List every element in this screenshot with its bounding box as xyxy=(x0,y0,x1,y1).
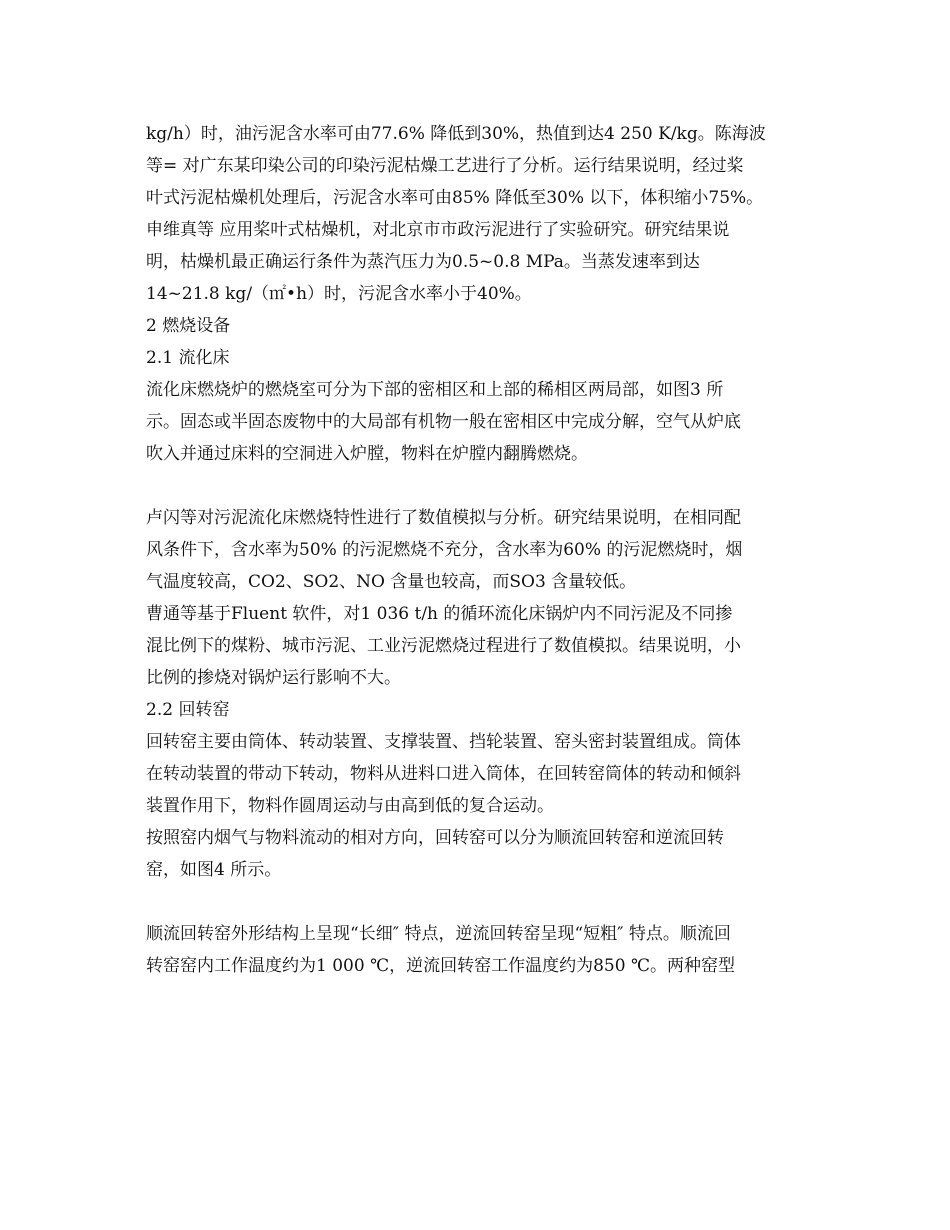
document-body xyxy=(146,118,811,982)
text-line: 回转窑主要由筒体、转动装置、支撑装置、挡轮装置、窑头密封装置组成。筒体 xyxy=(146,732,741,752)
subsection-heading: 2.1 流化床 xyxy=(146,348,230,368)
text-line: 风条件下，含水率为50% 的污泥燃烧不充分，含水率为60% 的污泥燃烧时，烟 xyxy=(146,540,743,560)
text-line: 流化床燃烧炉的燃烧室可分为下部的密相区和上部的稀相区两局部，如图3 所 xyxy=(146,380,724,400)
text-line: 窑，如图4 所示。 xyxy=(146,860,282,880)
text-line: 气温度较高，CO2、SO2、NO 含量也较高，而SO3 含量较低。 xyxy=(146,572,637,592)
text-line: 卢闪等对污泥流化床燃烧特性进行了数值模拟与分析。研究结果说明，在相同配 xyxy=(146,508,741,528)
text-line: 示。固态或半固态废物中的大局部有机物一般在密相区中完成分解，空气从炉底 xyxy=(146,412,741,432)
text-line: 比例的掺烧对锅炉运行影响不大。 xyxy=(146,668,401,688)
section-heading: 2 燃烧设备 xyxy=(146,316,231,336)
blank-line xyxy=(146,886,811,918)
text-line: 14~21.8 kg/（㎡•h）时，污泥含水率小于40%。 xyxy=(146,284,532,304)
text-line: 装置作用下，物料作圆周运动与由高到低的复合运动。 xyxy=(146,796,554,816)
text-line: 叶式污泥枯燥机处理后，污泥含水率可由85% 降低至30% 以下，体积缩小75%。 xyxy=(146,188,764,208)
text-line: 顺流回转窑外形结构上呈现“长细″ 特点，逆流回转窑呈现“短粗″ 特点。顺流回 xyxy=(146,924,731,944)
subsection-heading: 2.2 回转窑 xyxy=(146,700,230,720)
text-line: 混比例下的煤粉、城市污泥、工业污泥燃烧过程进行了数值模拟。结果说明，小 xyxy=(146,636,741,656)
text-line: 等= 对广东某印染公司的印染污泥枯燥工艺进行了分析。运行结果说明，经过桨 xyxy=(146,156,744,176)
text-line: 转窑窑内工作温度约为1 000 ℃，逆流回转窑工作温度约为850 ℃。两种窑型 xyxy=(146,956,735,976)
blank-line xyxy=(146,470,811,502)
text-line: 曹通等基于Fluent 软件，对1 036 t/h 的循环流化床锅炉内不同污泥及不同掺 xyxy=(146,604,733,624)
text-line: 申维真等 应用桨叶式枯燥机，对北京市市政污泥进行了实验研究。研究结果说 xyxy=(146,220,730,240)
text-line: 在转动装置的带动下转动，物料从进料口进入筒体，在回转窑筒体的转动和倾斜 xyxy=(146,764,741,784)
text-line: 明，枯燥机最正确运行条件为蒸汽压力为0.5~0.8 MPa。当蒸发速率到达 xyxy=(146,252,700,272)
text-line: 吹入并通过床料的空洞进入炉膛，物料在炉膛内翻腾燃烧。 xyxy=(146,444,588,464)
text-line: kg/h）时，油污泥含水率可由77.6% 降低到30%，热值到达4 250 K/kg。陈海波 xyxy=(146,124,766,144)
text-line: 按照窑内烟气与物料流动的相对方向，回转窑可以分为顺流回转窑和逆流回转 xyxy=(146,828,724,848)
